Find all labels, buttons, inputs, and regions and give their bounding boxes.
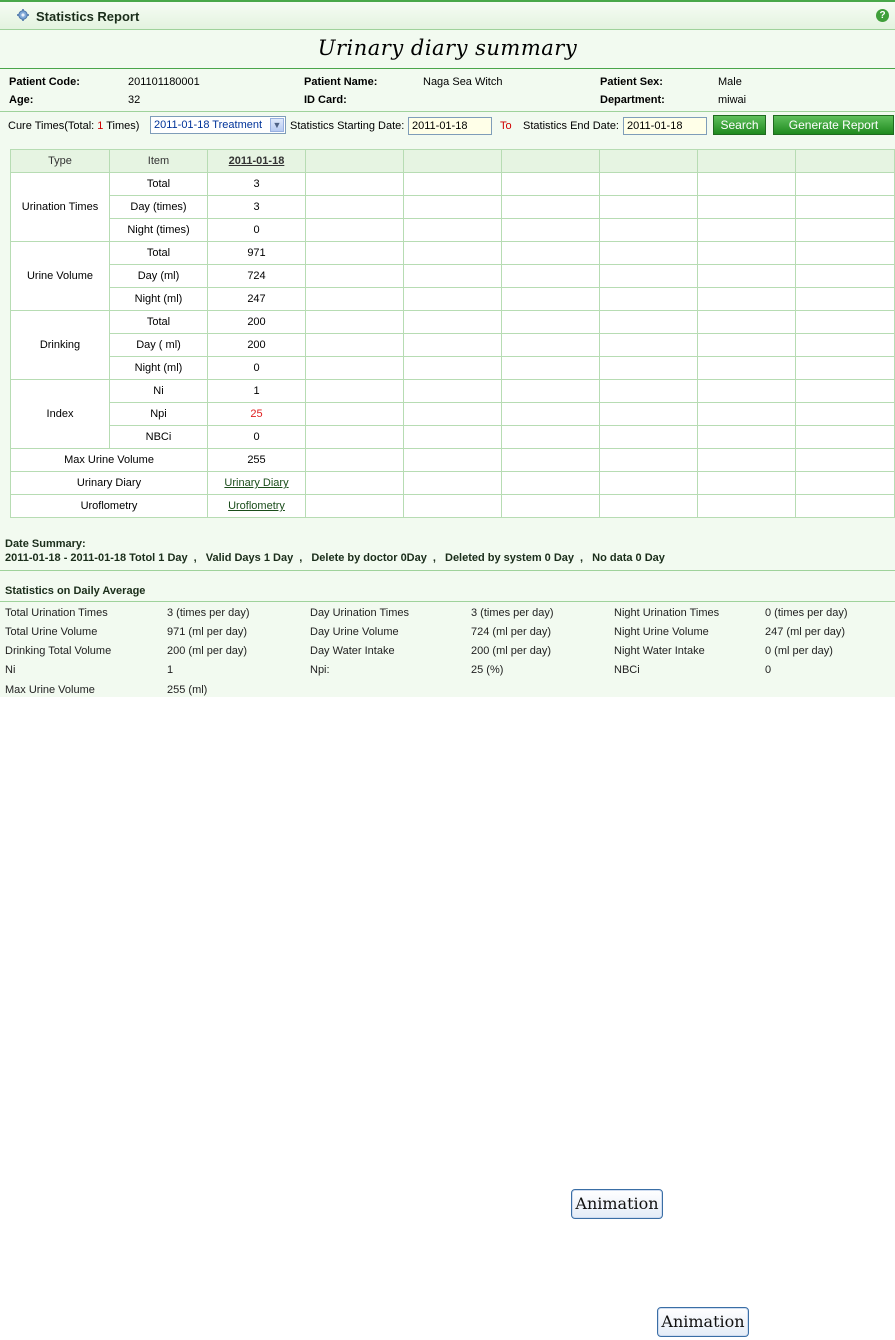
cure-times-label: Cure Times(Total: 1 Times) — [8, 120, 140, 132]
avg-label: Ni — [5, 664, 16, 676]
end-date-input[interactable]: 2011-01-18 — [623, 117, 707, 135]
table-row — [11, 265, 895, 288]
daily-average-heading: Statistics on Daily Average — [5, 585, 146, 597]
type-cell: Drinking — [11, 311, 110, 380]
age-value: 32 — [128, 94, 141, 106]
search-button[interactable]: Search — [713, 115, 766, 135]
table-row — [11, 219, 895, 242]
item-cell: Day (times) — [110, 196, 208, 219]
avg-label: NBCi — [614, 664, 640, 676]
chevron-down-icon[interactable]: ▼ — [270, 118, 284, 132]
column-header-empty — [404, 150, 502, 173]
divider — [0, 570, 895, 571]
avg-label: Day Urine Volume — [310, 626, 399, 638]
value-cell: 200 — [208, 311, 306, 334]
avg-value: 3 (times per day) — [471, 607, 554, 619]
item-cell: NBCi — [110, 426, 208, 449]
avg-value: 200 (ml per day) — [471, 645, 552, 657]
table-row — [11, 334, 895, 357]
value-cell: 3 — [208, 196, 306, 219]
column-header-type: Type — [11, 150, 110, 173]
avg-value: 1 — [167, 664, 174, 676]
item-cell: Total — [110, 311, 208, 334]
statistics-table — [10, 149, 895, 518]
avg-value: 971 (ml per day) — [167, 626, 248, 638]
id-card-label: ID Card: — [304, 94, 347, 106]
to-label: To — [500, 120, 512, 132]
avg-label: Npi: — [310, 664, 330, 676]
divider — [0, 601, 895, 602]
value-cell: 0 — [208, 426, 306, 449]
animation-button[interactable]: Animation — [571, 1189, 663, 1219]
date-summary-text: 2011-01-18 - 2011-01-18 Totol 1 Day , Valid Days 1 Day , Delete by doctor 0Day , Deleted by system 0 Day , No data 0 Day — [5, 552, 665, 564]
item-cell: Ni — [110, 380, 208, 403]
value-cell: 200 — [208, 334, 306, 357]
avg-value: 3 (times per day) — [167, 607, 250, 619]
patient-name-label: Patient Name: — [304, 76, 378, 88]
avg-label: Night Urination Times — [614, 607, 720, 619]
column-header-empty — [502, 150, 600, 173]
max-urine-value: 255 — [208, 449, 306, 472]
avg-label: Day Water Intake — [310, 645, 395, 657]
item-cell: Npi — [110, 403, 208, 426]
animation-button[interactable]: Animation — [657, 1307, 749, 1337]
start-date-label: Statistics Starting Date: — [290, 120, 405, 132]
value-cell: 971 — [208, 242, 306, 265]
value-cell: 0 — [208, 357, 306, 380]
age-label: Age: — [9, 94, 34, 106]
item-cell: Night (ml) — [110, 288, 208, 311]
avg-label: Max Urine Volume — [5, 684, 95, 696]
divider — [0, 68, 895, 69]
start-date-input[interactable]: 2011-01-18 — [408, 117, 492, 135]
value-cell: 247 — [208, 288, 306, 311]
avg-value: 255 (ml) — [167, 684, 208, 696]
table-header-row — [11, 150, 895, 173]
department-label: Department: — [600, 94, 665, 106]
type-cell: Urination Times — [11, 173, 110, 242]
value-cell: 724 — [208, 265, 306, 288]
column-header-empty — [796, 150, 895, 173]
uroflometry-label: Uroflometry — [11, 495, 208, 518]
column-header-empty — [306, 150, 404, 173]
urinary-diary-link[interactable]: Urinary Diary — [224, 477, 289, 489]
patient-code-label: Patient Code: — [9, 76, 80, 88]
gear-icon — [17, 9, 29, 21]
avg-value: 0 (times per day) — [765, 607, 848, 619]
avg-label: Total Urine Volume — [5, 626, 98, 638]
uroflometry-link[interactable]: Uroflometry — [228, 500, 285, 512]
type-cell: Index — [11, 380, 110, 449]
generate-report-button[interactable]: Generate Report — [773, 115, 894, 135]
table-row — [11, 173, 895, 196]
avg-value: 0 — [765, 664, 772, 676]
item-cell: Night (ml) — [110, 357, 208, 380]
table-row — [11, 242, 895, 265]
value-cell-highlight: 25 — [208, 403, 306, 426]
column-header-empty — [698, 150, 796, 173]
value-cell: 0 — [208, 219, 306, 242]
patient-code: 201101180001 — [128, 76, 200, 88]
item-cell: Day ( ml) — [110, 334, 208, 357]
filter-toolbar — [0, 113, 895, 139]
table-row — [11, 288, 895, 311]
avg-value: 200 (ml per day) — [167, 645, 248, 657]
avg-value: 0 (ml per day) — [765, 645, 833, 657]
value-cell: 3 — [208, 173, 306, 196]
title-bar — [0, 0, 895, 30]
table-row — [11, 426, 895, 449]
divider — [0, 111, 895, 112]
end-date-label: Statistics End Date: — [523, 120, 619, 132]
table-row — [11, 495, 895, 518]
report-title: Urinary diary summary — [317, 36, 578, 60]
table-row — [11, 472, 895, 495]
avg-label: Total Urination Times — [5, 607, 108, 619]
page-title: Statistics Report — [36, 9, 140, 24]
type-cell: Urine Volume — [11, 242, 110, 311]
avg-value: 247 (ml per day) — [765, 626, 846, 638]
item-cell: Total — [110, 173, 208, 196]
cure-select[interactable]: 2011-01-18 Treatment ▼ — [150, 116, 286, 134]
item-cell: Total — [110, 242, 208, 265]
value-cell: 1 — [208, 380, 306, 403]
help-icon[interactable]: ? — [876, 9, 889, 22]
patient-name: Naga Sea Witch — [423, 76, 503, 88]
table-row — [11, 380, 895, 403]
patient-sex: Male — [718, 76, 742, 88]
patient-sex-label: Patient Sex: — [600, 76, 663, 88]
item-cell: Night (times) — [110, 219, 208, 242]
table-row — [11, 449, 895, 472]
max-urine-label: Max Urine Volume — [11, 449, 208, 472]
table-row — [11, 311, 895, 334]
column-header-item: Item — [110, 150, 208, 173]
column-header-date[interactable]: 2011-01-18 — [208, 150, 306, 173]
table-row — [11, 403, 895, 426]
department-value: miwai — [718, 94, 747, 106]
column-header-empty — [600, 150, 698, 173]
avg-label: Night Urine Volume — [614, 626, 709, 638]
avg-label: Drinking Total Volume — [5, 645, 112, 657]
urinary-diary-label: Urinary Diary — [11, 472, 208, 495]
table-row — [11, 196, 895, 219]
avg-label: Day Urination Times — [310, 607, 410, 619]
table-row — [11, 357, 895, 380]
avg-value: 25 (%) — [471, 664, 504, 676]
avg-label: Night Water Intake — [614, 645, 705, 657]
avg-value: 724 (ml per day) — [471, 626, 552, 638]
date-summary-heading: Date Summary: — [5, 538, 86, 550]
item-cell: Day (ml) — [110, 265, 208, 288]
